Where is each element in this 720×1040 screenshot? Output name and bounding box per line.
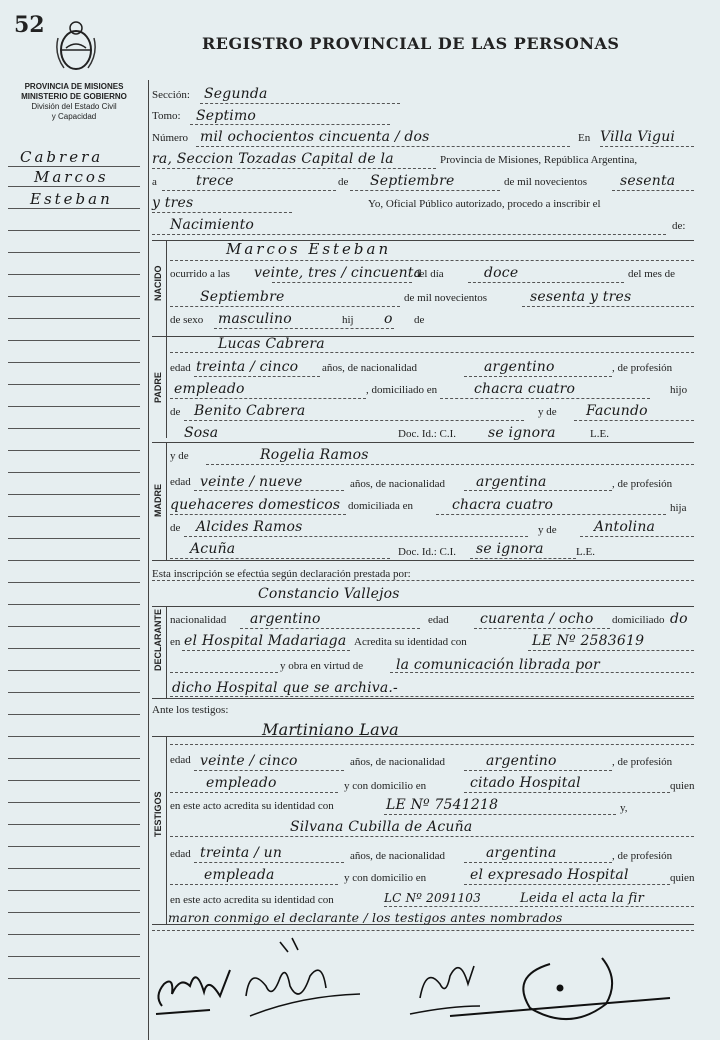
label-madre: MADRE: [153, 484, 163, 517]
label-padre: PADRE: [153, 372, 163, 403]
hw-test1-prof: empleado: [206, 775, 277, 791]
label-declarante: DECLARANTE: [153, 609, 163, 671]
label-prof-padre: , de profesión: [612, 362, 673, 374]
coat-of-arms-icon: [54, 18, 98, 76]
hw-seccion: Segunda: [204, 86, 268, 102]
label-y-comma: y,: [620, 802, 628, 814]
hw-test2-dom: el expresado Hospital: [470, 867, 629, 883]
hw-tomo: Septimo: [196, 108, 257, 124]
hw-anio2: y tres: [152, 195, 194, 211]
label-hijo: hijo: [670, 384, 688, 396]
division-label: División del Estado Civil: [31, 102, 117, 111]
hw-padre-yde2: Sosa: [184, 425, 219, 441]
hw-madre-de: Alcides Ramos: [196, 519, 303, 535]
label-anos-t1: años, de nacionalidad: [350, 756, 445, 768]
hw-anio-nac: sesenta y tres: [530, 289, 632, 305]
left-header: [8, 82, 140, 122]
hw-test2-nombre: Silvana Cubilla de Acuña: [290, 819, 473, 835]
hw-test2-prof: empleada: [204, 867, 275, 883]
hw-padre-prof: empleado: [174, 381, 245, 397]
label-dom-t2: y con domicilio en: [344, 872, 427, 884]
hw-decl-en: el Hospital Madariaga: [184, 633, 347, 649]
label-numero: Número: [152, 132, 189, 144]
madre-border: [166, 442, 167, 560]
hw-numero: mil ochocientos cincuenta / dos: [200, 129, 430, 145]
ministry-label: MINISTERIO DE GOBIERNO: [21, 92, 127, 101]
label-edad-t1: edad: [170, 754, 191, 766]
hw-test2-tail: Leida el acta la fir: [520, 891, 645, 906]
margin-firstname: Marcos: [34, 168, 109, 186]
label-de-mil: de mil novecientos: [504, 176, 588, 188]
hw-padre-de: Benito Cabrera: [194, 403, 306, 419]
label-nacionalidad: nacionalidad: [170, 614, 227, 626]
label-del-mes: del mes de: [628, 268, 676, 280]
testigos-border: [166, 736, 167, 924]
label-de-madre: de: [170, 522, 181, 534]
label-prof-t2: , de profesión: [612, 850, 673, 862]
label-anos-padre: años, de nacionalidad: [322, 362, 417, 374]
hw-madre-prof: quehaceres domesticos: [170, 497, 341, 513]
label-acto-t1: en este acto acredita su identidad con: [170, 800, 334, 812]
label-de2: de: [414, 314, 425, 326]
label-de-mil2: de mil novecientos: [404, 292, 488, 304]
main-border: [148, 80, 149, 1040]
signature-4: [450, 958, 670, 1019]
hw-test2-nac: argentina: [486, 845, 557, 861]
label-dom-t1: y con domicilio en: [344, 780, 427, 792]
label-le-padre: L.E.: [590, 428, 609, 440]
province-label: PROVINCIA DE MISIONES: [24, 82, 124, 91]
label-edad-madre: edad: [170, 476, 191, 488]
label-provincia: Provincia de Misiones, República Argentina,: [440, 154, 638, 166]
hw-en: Villa Vigui: [600, 129, 676, 145]
label-de3: de: [170, 406, 181, 418]
hw-madre-ci: se ignora: [476, 541, 544, 557]
signature-3: [410, 966, 480, 1014]
label-seccion: Sección:: [152, 89, 190, 101]
hw-mes-nac: Septiembre: [200, 289, 285, 305]
label-yo: Yo, Oficial Público autorizado, procedo a inscribir el: [368, 198, 601, 210]
hw-madre-yde: Antolina: [594, 519, 656, 535]
margin-surname: Cabrera: [20, 148, 104, 166]
hw-padre-nombre: Lucas Cabrera: [218, 336, 325, 352]
page-number: 52: [14, 12, 45, 38]
hw-decl-edad: cuarenta / ocho: [480, 611, 594, 627]
hw-madre-edad: veinte / nueve: [200, 474, 303, 490]
label-anos-t2: años, de nacionalidad: [350, 850, 445, 862]
label-edad-decl: edad: [428, 614, 449, 626]
label-anos-madre: años, de nacionalidad: [350, 478, 445, 490]
label-acto-t2: en este acto acredita su identidad con: [170, 894, 334, 906]
nacido-border: [166, 240, 167, 336]
hw-padre-yde: Facundo: [586, 403, 648, 419]
hw-sexo: masculino: [218, 311, 292, 327]
hw-mes: Septiembre: [370, 173, 455, 189]
hw-padre-ci: se ignora: [488, 425, 556, 441]
signatures: [150, 936, 710, 1036]
hw-test1-edad: veinte / cinco: [200, 753, 298, 769]
hw-decl-dom-suffix: do: [670, 611, 688, 627]
label-y-de-madre: y de: [170, 450, 189, 462]
label-hij: hij: [342, 314, 354, 326]
label-domiciliado-en: , domiciliado en: [366, 384, 438, 396]
hw-decl-obra: la comunicación librada por: [396, 657, 600, 673]
label-edad-t2: edad: [170, 848, 191, 860]
label-en2: en: [170, 636, 181, 648]
padre-border: [166, 336, 167, 438]
label-domiciliado: domiciliado: [612, 614, 665, 626]
label-le-madre: L.E.: [576, 546, 595, 558]
hw-decl-id: LE Nº 2583619: [532, 633, 645, 649]
hw-tipo: Nacimiento: [170, 217, 255, 233]
hw-madre-dom: chacra cuatro: [452, 497, 554, 513]
hw-decl-obra2: dicho Hospital que se archiva.-: [172, 680, 398, 696]
hw-padre-dom: chacra cuatro: [474, 381, 576, 397]
label-prof-madre: , de profesión: [612, 478, 673, 490]
hw-hij-suffix: o: [384, 311, 393, 327]
declarante-border: [166, 606, 167, 698]
hw-nombre: Marcos Esteban: [226, 240, 392, 258]
hw-lugar: ra, Seccion Tozadas Capital de la: [152, 151, 394, 167]
label-quien-t1: quien: [670, 780, 695, 792]
label-de-colon: de:: [672, 220, 686, 232]
hw-test1-nac: argentino: [486, 753, 557, 769]
hw-test2-edad: treinta / un: [200, 845, 283, 861]
hw-madre-nac: argentina: [476, 474, 547, 490]
label-docid-madre: Doc. Id.: C.I.: [398, 546, 457, 558]
label-y-de-madre2: y de: [538, 524, 557, 536]
hw-hora: veinte, tres / cincuenta: [254, 265, 423, 281]
label-prof-t1: , de profesión: [612, 756, 673, 768]
label-obra: y obra en virtud de: [280, 660, 364, 672]
label-en: En: [578, 132, 591, 144]
signature-1: [156, 970, 230, 1014]
margin-middlename: Esteban: [30, 190, 113, 208]
hw-madre-nombre: Rogelia Ramos: [260, 447, 369, 463]
hw-test1-id: LE Nº 7541218: [386, 797, 499, 813]
label-hija: hija: [670, 502, 687, 514]
hw-test1-dom: citado Hospital: [470, 775, 581, 791]
label-ante: Ante los testigos:: [152, 704, 229, 716]
signature-2: [246, 938, 360, 1016]
capacity-label: y Capacidad: [51, 112, 97, 121]
hw-anio: sesenta: [620, 173, 676, 189]
label-quien-t2: quien: [670, 872, 695, 884]
hw-declarante: Constancio Vallejos: [258, 586, 400, 602]
hw-padre-nac: argentino: [484, 359, 555, 375]
label-testigos: TESTIGOS: [153, 791, 163, 837]
label-de: de: [338, 176, 349, 188]
label-y-de-padre: y de: [538, 406, 557, 418]
hw-test1-nombre: Martiniano Lava: [262, 720, 399, 739]
label-de-sexo: de sexo: [170, 314, 204, 326]
hw-madre-yde2: Acuña: [190, 541, 236, 557]
label-docid-padre: Doc. Id.: C.I.: [398, 428, 457, 440]
hw-padre-edad: treinta / cinco: [196, 359, 299, 375]
label-acredita: Acredita su identidad con: [354, 636, 467, 648]
label-tomo: Tomo:: [152, 110, 181, 122]
label-nacido: NACIDO: [153, 265, 163, 301]
page-title: REGISTRO PROVINCIAL DE LAS PERSONAS: [202, 34, 620, 53]
label-domiciliada: domiciliada en: [348, 500, 414, 512]
hw-test2-id: LC Nº 2091103: [384, 891, 481, 905]
label-edad-padre: edad: [170, 362, 191, 374]
hw-closing: maron conmigo el declarante / los testigos antes nombrados: [168, 910, 563, 925]
label-ocurrido: ocurrido a las: [170, 268, 230, 280]
label-inscripcion: Esta inscripción se efectúa según declaración prestada por:: [152, 568, 411, 580]
label-a: a: [152, 176, 157, 188]
hw-dia-nac: doce: [484, 265, 519, 281]
label-del-dia: del día: [414, 268, 444, 280]
hw-decl-nac: argentino: [250, 611, 321, 627]
hw-dia: trece: [196, 173, 234, 189]
